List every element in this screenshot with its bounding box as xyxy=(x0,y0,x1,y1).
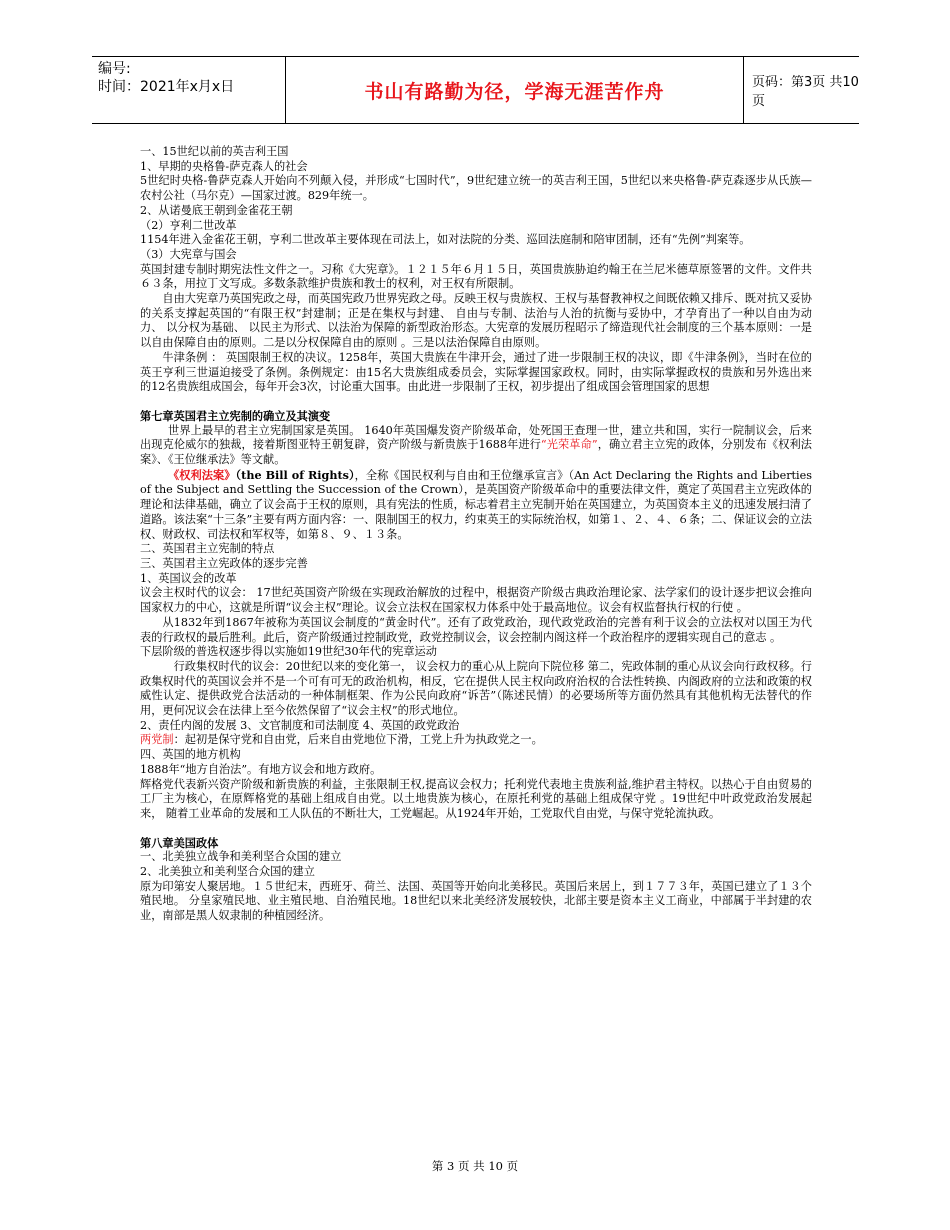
bold-text: （the Bill of Rights） xyxy=(235,467,355,482)
paragraph xyxy=(140,733,812,748)
paragraph: 议会主权时代的议会： 17世纪英国资产阶级在实现政治解放的过程中，根据资产阶级古典政治理论家、法学家们的设计逐步把议会推向国家权力的中心，这就是所谓“议会主权”理论。议会立法权在国家权力体系中处于最高地位。议会有权监督执行权的行使 。 xyxy=(140,586,812,615)
paragraph: （3）大宪章与国会 xyxy=(140,247,237,261)
paragraph: 英国封建专制时期宪法性文件之一。习称《大宪章》。１２１５年６月１５日，英国贵族胁迫约翰王在兰尼米德草原签署的文件。文件共６３条，用拉丁文写成。多数条款维护贵族和教士的权利，对王权有所限制。 xyxy=(140,262,812,291)
highlight-bill-of-rights: 《权利法案》 xyxy=(168,467,236,482)
text-run: ：起初是保守党和自由党，后来自由党地位下滑，工党上升为执政党之一。 xyxy=(173,733,543,747)
paragraph: 牛津条例 ： 英国限制王权的决议。1258年，英国大贵族在牛津开会，通过了进一步限制王权的决议，即《牛津条例》，当时在位的英王亨利三世逼迫接受了条例。条例规定：由15名大贵族组成委员会，实际掌握国家政权。同时，由实际掌握政权的贵族和另外选出来的12名贵族组成国会，每年开会3次，讨论重大国事。由此进一步限制了王权，初步提出了组成国会管理国家的思想 xyxy=(140,350,812,394)
paragraph: 2、从诺曼底王朝到金雀花王朝 xyxy=(140,203,293,217)
text-run: ，确立君主立宪的政体，分别发布《权利法案》、《王位继承法》等文献。 xyxy=(140,438,812,467)
chapter-7-title: 第七章英国君主立宪制的确立及其演变 xyxy=(140,408,331,423)
paragraph: 从1832年到1867年被称为英国议会制度的“黄金时代”。还有了政党政治，现代政党政治的完善有利于议会的立法权对以国王为代表的行政权的最后胜利。此后，资产阶级通过控制政党，政党控制议会，议会控制内阁这样一个政治程序的逻辑实现自己的意志 。 xyxy=(140,615,812,644)
paragraph: 行政集权时代的议会：20世纪以来的变化第一， 议会权力的重心从上院向下院位移 第二，宪政体制的重心从议会向行政权移。行政集权时代的英国议会并不是一个可有可无的政治机构，相反，它在提供人民主权向政府治权的合法性转换、内阁政府的立法和政策的权威性认定、提供政党合法活动的一种体制框架、作为公民向政府“诉苦”（陈述民情）的必要场所等方面仍然具有其他机构无法替代的作用，更何况议会在法律上至今依然保留了“议会主权”的形式地位。 xyxy=(140,659,812,718)
paragraph: 辉格党代表新兴资产阶级和新贵族的利益，主张限制王权,提高议会权力；托利党代表地主贵族利益,维护君主特权。以热心于自由贸易的工厂主为核心，在原辉格党的基础上组成自由党。以土地贵族为核心，在原托利党的基础上组成保守党 。19世纪中叶政党政治发展起来， 随着工业革命的发展和工人队伍的不断壮大，工党崛起。从1924年开始，工党取代自由党，与保守党轮流执政。 xyxy=(140,777,812,820)
paragraph: 1888年“地方自治法”。有地方议会和地方政府。 xyxy=(140,762,382,776)
paragraph: 三、英国君主立宪政体的逐步完善 xyxy=(140,556,308,570)
header-left-cell xyxy=(92,57,285,123)
chapter-8-title: 第八章美国政体 xyxy=(140,835,219,850)
paragraph: 1、早期的央格鲁-萨克森人的社会 xyxy=(140,159,308,173)
highlight-glorious-revolution: “光荣革命” xyxy=(540,438,598,452)
document-time-label: 时间：2021年x月x日 xyxy=(98,79,235,95)
paragraph: 1154年进入金雀花王朝，亨利二世改革主要体现在司法上，如对法院的分类、巡回法庭制和陪审团制，还有“先例”判案等。 xyxy=(140,233,751,247)
paragraph: 原为印第安人聚居地。１５世纪末，西班牙、荷兰、法国、英国等开始向北美移民。英国后来居上，到１７７３年，英国已建立了１３个殖民地。 分皇家殖民地、业主殖民地、自治殖民地。18世纪以来北美经济发展较快，北部主要是资本主义工商业，中部属于半封建的农业，南部是黑人奴隶制的种植园经济。 xyxy=(140,879,812,923)
paragraph: 1、英国议会的改革 xyxy=(140,571,237,585)
paragraph: 2、北美独立和美利坚合众国的建立 xyxy=(140,865,315,879)
header-motto: 书山有路勤为径，学海无涯苦作舟 xyxy=(285,57,744,123)
header-page-info: 页码：第3页 共10页 xyxy=(752,75,859,109)
paragraph: 一、北美独立战争和美利坚合众国的建立 xyxy=(140,850,342,864)
paragraph xyxy=(140,468,812,543)
text-run: ，全称《国民权利与自由和王位继承宣言》（An Act Declaring the Rights and Liberties of the Subject and Settling the Succession of the Crown），是英国资产阶级革命中的重要法律文件，奠定了英国君主立宪政体的理论和法律基础，确立了议会高于王权的原则，具有宪法的性质，标志着君主立宪制开始在英国建立，为英国资本主义的迅速发展扫清了道路。该法案“十三条”主要有两方面内容：一、限制国王的权力，约束英王的实际统治权，如第１、２、４、６条；二、保证议会的立法权、财政权、司法权和军权等，如第８、９、１３条。 xyxy=(140,468,812,541)
paragraph: 自由大宪章乃英国宪政之母，而英国宪政乃世界宪政之母。反映王权与贵族权、王权与基督教神权之间既依赖又排斥、既对抗又妥协的关系支撑起英国的“有限王权”封建制；正是在集权与封建、 自由与专制、法治与人治的抗衡与妥协中，才孕育出了一种以自由为动力、 以分权为基础、 以民主为形式、以法治为保障的新型政治形态。大宪章的发展历程昭示了缔造现代社会制度的三个基本原则：一是以自由保障自由的原则。二是以分权保障自由的原则 。三是以法治保障自由原则。 xyxy=(140,292,812,350)
text-run: 世界上最早的君主立宪制国家是英国。 1640年英国爆发资产阶级革命，处死国王查理一世，建立共和国，实行一院制议会，后来出现克伦威尔的独裁，接着斯图亚特王朝复辟，资产阶级与新贵族于1688年进行 xyxy=(140,423,812,452)
document-number-label: 编号: xyxy=(98,61,131,77)
paragraph: 2、责任内阁的发展 3、文官制度和司法制度 4、英国的政党政治 xyxy=(140,718,460,732)
document-body xyxy=(140,145,812,924)
page-header xyxy=(92,56,859,124)
paragraph: 下层阶级的普选权逐步得以实施如19世纪30年代的宪章运动 xyxy=(140,645,437,659)
paragraph: 四、英国的地方机构 xyxy=(140,748,241,762)
spacer xyxy=(140,395,812,409)
highlight-two-party-system: 两党制 xyxy=(140,733,174,747)
paragraph: （2）亨利二世改革 xyxy=(140,218,237,232)
page-footer: 第 3 页 共 10 页 xyxy=(431,1159,519,1173)
paragraph xyxy=(140,424,812,468)
paragraph: 5世纪时央格-鲁萨克森人开始向不列颠入侵，并形成“七国时代”，9世纪建立统一的英吉利王国，5世纪以来央格鲁-萨克森逐步从氏族—农村公社（马尔克）—国家过渡。829年统一。 xyxy=(140,174,812,203)
spacer xyxy=(140,822,812,836)
paragraph: 二、英国君主立宪制的特点 xyxy=(140,542,275,556)
paragraph: 一、15世纪以前的英吉利王国 xyxy=(140,145,289,158)
